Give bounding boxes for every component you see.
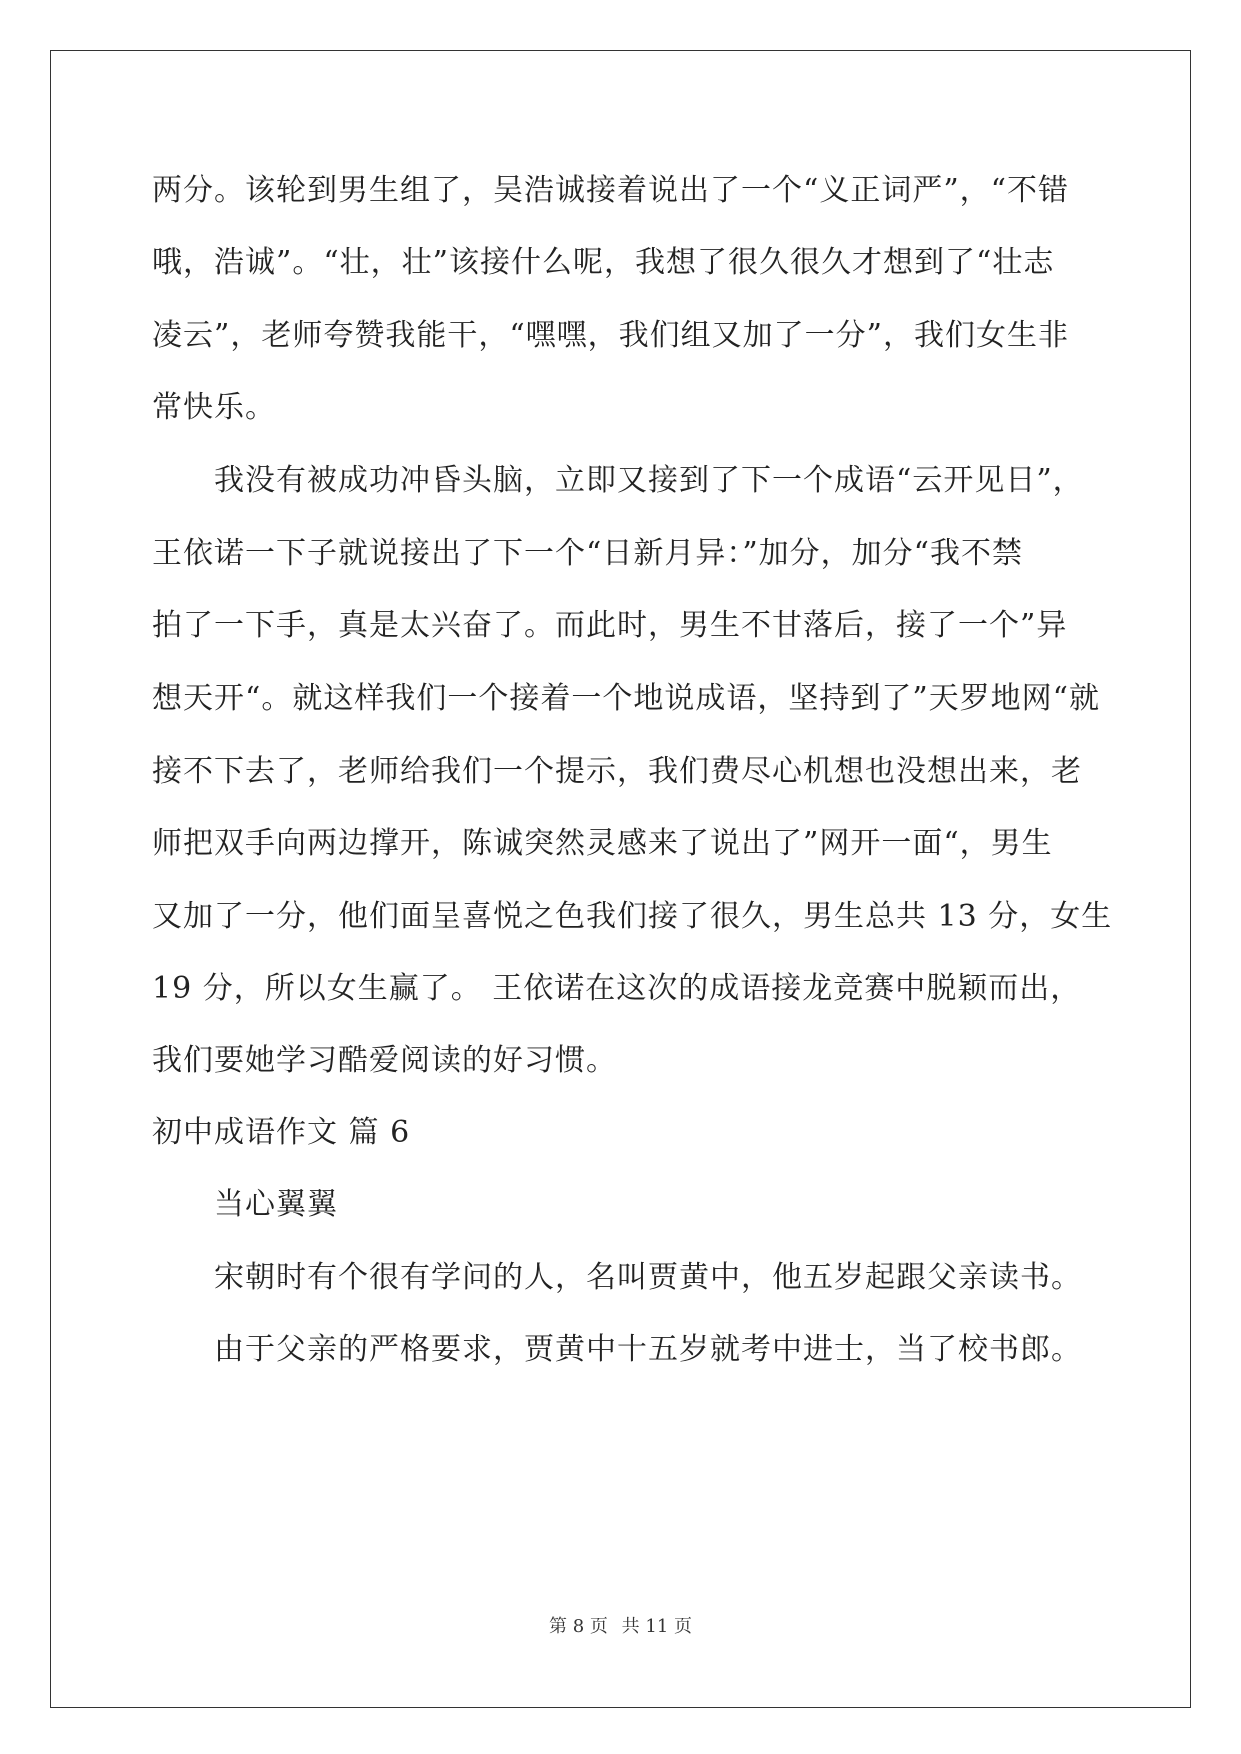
text-line: 接不下去了，老师给我们一个提示，我们费尽心机想也没想出来，老 xyxy=(152,754,1082,789)
paragraph-start-line: 宋朝时有个很有学问的人，名叫贾黄中，他五岁起跟父亲读书。 xyxy=(214,1260,1082,1295)
text-line: 拍了一下手，真是太兴奋了。而此时，男生不甘落后，接了一个”异 xyxy=(152,608,1068,643)
section-heading: 初中成语作文 篇 6 xyxy=(152,1115,411,1150)
text-line: 师把双手向两边撑开，陈诚突然灵感来了说出了”网开一面“，男生 xyxy=(152,826,1053,861)
text-line: 19 分，所以女生赢了。 王依诺在这次的成语接龙竞赛中脱颖而出， xyxy=(152,971,1082,1006)
text-line: 常快乐。 xyxy=(152,390,276,425)
text-line: 凌云”，老师夸赞我能干，“嘿嘿，我们组又加了一分”，我们女生非 xyxy=(152,318,1070,353)
essay-title: 当心翼翼 xyxy=(214,1187,338,1222)
text-line: 我们要她学习酷爱阅读的好习惯。 xyxy=(152,1043,617,1078)
paragraph-start-line: 由于父亲的严格要求，贾黄中十五岁就考中进士，当了校书郎。 xyxy=(214,1332,1082,1367)
text-line: 两分。该轮到男生组了，吴浩诚接着说出了一个“义正词严”，“不错 xyxy=(152,173,1070,208)
text-line: 想天开“。就这样我们一个接着一个地说成语，坚持到了”天罗地网“就 xyxy=(152,681,1101,716)
page-footer xyxy=(0,1612,1241,1638)
text-line: 哦，浩诚”。“壮，壮”该接什么呢，我想了很久很久才想到了“壮志 xyxy=(152,245,1055,280)
page-number: 第 8 页 xyxy=(549,1616,608,1637)
page-border xyxy=(50,50,1191,1708)
page-total: 共 11 页 xyxy=(621,1616,692,1637)
text-line: 王依诺一下子就说接出了下一个“日新月异：”加分，加分“我不禁 xyxy=(152,536,1024,571)
paragraph-start-line: 我没有被成功冲昏头脑，立即又接到了下一个成语“云开见日”， xyxy=(214,463,1084,498)
text-line: 又加了一分，他们面呈喜悦之色我们接了很久，男生总共 13 分，女生 xyxy=(152,899,1113,934)
